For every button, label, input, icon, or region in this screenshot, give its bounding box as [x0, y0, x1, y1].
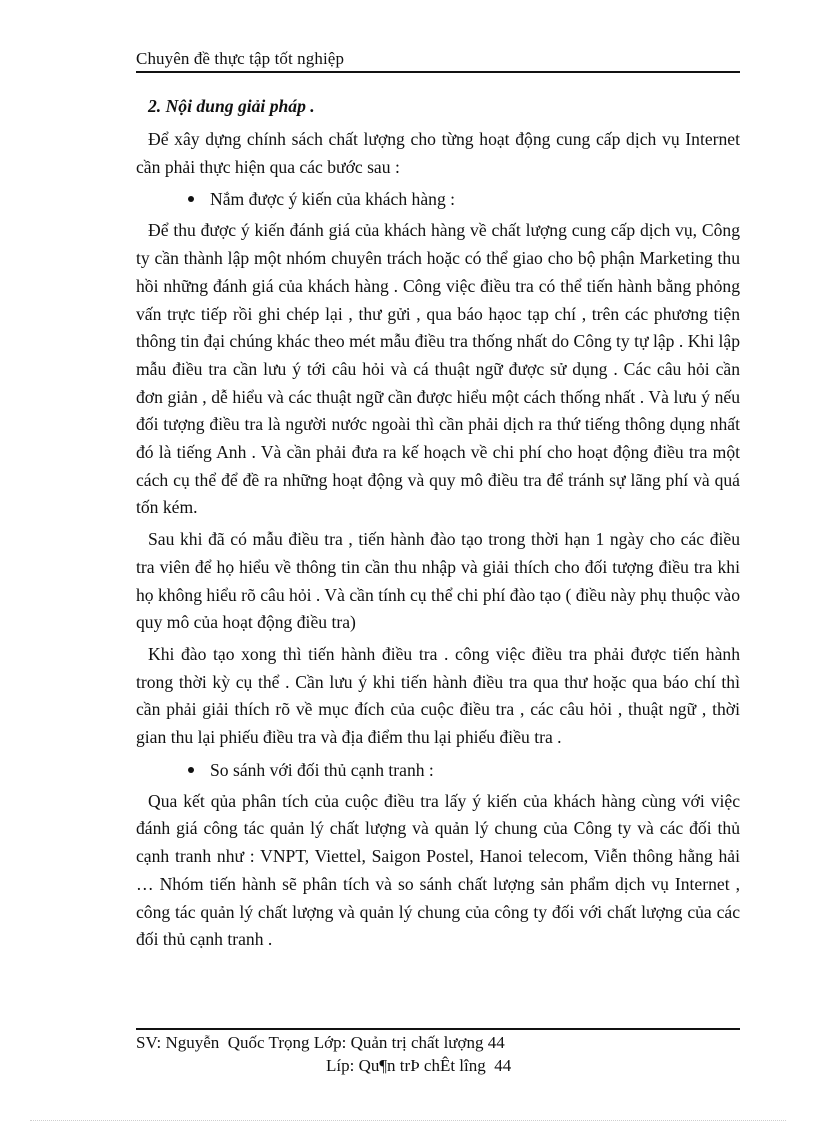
paragraph-conducting-survey: Khi đào tạo xong thì tiến hành điều tra . công việc điều tra phải được tiến hành trong thời kỳ cụ thể . Cần lưu ý khi tiến hành điều tra qua thư hoặc qua báo chí thì cần phải giải thích rõ về mục đích của cuộc điều tra , các câu hỏi , thuật ngữ , thời gian thu lại phiếu điều tra và địa điểm thu lại phiếu điều tra . [136, 643, 740, 748]
bullet-icon [188, 196, 194, 202]
section-heading: 2. Nội dung giải pháp . [148, 96, 315, 116]
paragraph-training: Sau khi đã có mẫu điều tra , tiến hành đào tạo trong thời hạn 1 ngày cho các điều tra viên để họ hiểu về thông tin cần thu nhập và giải thích cho đối tượng điều tra khi họ không hiểu rõ câu hỏi . Và cần tính cụ thể chi phí đào tạo ( điều này phụ thuộc vào quy mô của hoạt động điều tra) [136, 529, 740, 633]
bullet-list-2 [136, 756, 740, 784]
bullet-item-customer-feedback [136, 185, 740, 213]
footer-class-line: Líp: Qu¶n trÞ chÊt lîng 44 [326, 1056, 512, 1075]
bullet-text: So sánh với đối thủ cạnh tranh : [210, 759, 434, 780]
document-body [136, 92, 740, 958]
bullet-text: Nắm được ý kiến của khách hàng : [210, 189, 456, 210]
footer-student-line: SV: Nguyễn Quốc Trọng Lớp: Quản trị chất lượng 44 [136, 1033, 505, 1052]
bullet-list-1 [136, 185, 740, 213]
footer-divider [136, 1028, 740, 1030]
header-divider [136, 71, 740, 73]
bullet-icon [188, 767, 194, 773]
paragraph-competitor-analysis: Qua kết qủa phân tích của cuộc điều tra lấy ý kiến của khách hàng cùng với việc đánh giá công tác quản lý chất lượng và quản lý chung của Công ty và các đối thủ cạnh tranh như : VNPT, Viettel, Saigon Postel, Hanoi telecom, Viễn thông hằng hải … Nhóm tiến hành sẽ phân tích và so sánh chất lượng sản phẩm dịch vụ Internet , công tác quản lý chất lượng và quản lý chung của công ty đối với chất lượng của các đối thủ cạnh tranh . [136, 790, 740, 950]
intro-paragraph: Để xây dựng chính sách chất lượng cho từng hoạt động cung cấp dịch vụ Internet cần phải thực hiện qua các bước sau : [136, 129, 740, 177]
bullet-item-competitor-comparison [136, 756, 740, 784]
paragraph-survey-setup: Để thu được ý kiến đánh giá của khách hàng về chất lượng cung cấp dịch vụ, Công ty cần thành lập một nhóm chuyên trách hoặc có thể giao cho bộ phận Marketing thu hồi những đánh giá của khách hàng . Công việc điều tra có thể tiến hành bằng phỏng vấn trực tiếp rồi ghi chép lại , thư gửi , qua báo hạoc tạp chí , trên các phương tiện thông tin đại chúng khác theo mét mẫu điều tra thống nhất do Công ty tự lập . Khi lập mẫu điều tra cần lưu ý tới câu hỏi và cá thuật ngữ được sử dụng . Các câu hỏi cần đơn giản , dễ hiểu và các thuật ngữ cần được hiểu một cách thống nhất . Và lưu ý nếu đối tượng điều tra là người nước ngoài thì cần phải dịch ra thứ tiếng thông dụng nhất đó là tiếng Anh . Và cần phải đưa ra kế hoạch về chi phí cho hoạt động điều tra một cách cụ thể để đề ra những hoạt động và quy mô điều tra để tránh sự lãng phí và quá tốn kém. [136, 220, 740, 518]
page-header-title: Chuyên đề thực tập tốt nghiệp [136, 49, 345, 68]
page-bottom-edge [30, 1120, 786, 1121]
